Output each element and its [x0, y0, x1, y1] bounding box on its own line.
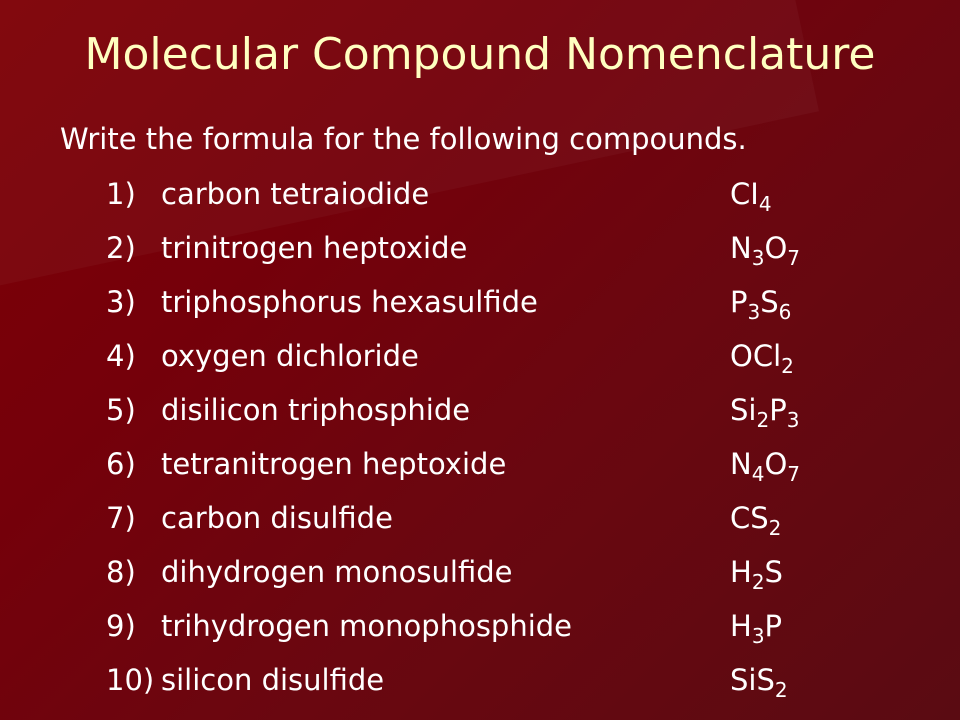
- item-number: 8): [106, 555, 136, 589]
- formula-subscript: 2: [751, 570, 765, 594]
- list-item: [106, 439, 866, 493]
- list-item: [106, 547, 866, 601]
- item-number: 4): [106, 339, 136, 373]
- formula-subscript: 2: [756, 408, 770, 432]
- formula-subscript: 7: [787, 246, 800, 270]
- list-item: [106, 655, 866, 709]
- compound-formula: [730, 223, 800, 273]
- compound-name: carbon disulfide: [161, 501, 393, 535]
- formula-element: P: [730, 285, 748, 319]
- slide-title: Molecular Compound Nomenclature: [84, 29, 876, 80]
- compound-formula: [730, 331, 794, 381]
- formula-subscript: 7: [787, 462, 800, 486]
- list-item: [106, 601, 866, 655]
- list-item: [106, 493, 866, 547]
- compound-name: trinitrogen heptoxide: [161, 231, 468, 265]
- formula-element: N: [730, 231, 752, 265]
- compound-name: disilicon triphosphide: [161, 393, 471, 427]
- compound-formula: [730, 385, 799, 435]
- compound-formula: [730, 493, 781, 543]
- compound-name: oxygen dichloride: [161, 339, 419, 373]
- compound-formula: [730, 439, 800, 489]
- formula-subscript: 3: [786, 408, 800, 432]
- formula-element: H: [730, 609, 752, 643]
- instruction-text: Write the formula for the following compounds.: [60, 122, 747, 156]
- formula-element: S: [760, 285, 779, 319]
- list-item: [106, 331, 866, 385]
- item-number: 1): [106, 177, 136, 211]
- formula-subscript: 2: [774, 678, 788, 702]
- formula-subscript: 3: [747, 300, 761, 324]
- compound-formula: [730, 547, 783, 597]
- compound-name: dihydrogen monosulfide: [161, 555, 513, 589]
- compound-formula: [730, 277, 791, 327]
- formula-element: CS: [730, 501, 769, 535]
- compound-name: carbon tetraiodide: [161, 177, 430, 211]
- formula-subscript: 2: [781, 354, 794, 378]
- compound-name: silicon disulfide: [161, 663, 385, 697]
- list-item: [106, 169, 866, 223]
- item-number: 7): [106, 501, 136, 535]
- compound-name: trihydrogen monophosphide: [161, 609, 573, 643]
- formula-element: P: [764, 609, 783, 643]
- compound-name: tetranitrogen heptoxide: [161, 447, 507, 481]
- item-number: 2): [106, 231, 136, 265]
- formula-subscript: 3: [751, 624, 765, 648]
- formula-element: O: [764, 231, 788, 265]
- formula-subscript: 3: [751, 246, 765, 270]
- formula-subscript: 6: [778, 300, 792, 324]
- formula-element: OCl: [730, 339, 782, 373]
- item-number: 10): [106, 663, 155, 697]
- compound-formula: [730, 655, 788, 705]
- compound-formula: [730, 169, 772, 219]
- formula-element: CI: [730, 177, 759, 211]
- list-item: [106, 385, 866, 439]
- formula-element: S: [764, 555, 783, 589]
- item-number: 3): [106, 285, 136, 319]
- formula-element: O: [764, 447, 788, 481]
- formula-subscript: 4: [758, 192, 772, 216]
- compound-name: triphosphorus hexasulfide: [161, 285, 538, 319]
- item-number: 5): [106, 393, 136, 427]
- formula-subscript: 4: [751, 462, 765, 486]
- formula-element: SiS: [730, 663, 775, 697]
- compound-formula: [730, 601, 782, 651]
- list-item: [106, 223, 866, 277]
- formula-element: Si: [730, 393, 757, 427]
- item-number: 9): [106, 609, 136, 643]
- list-item: [106, 277, 866, 331]
- formula-element: H: [730, 555, 752, 589]
- item-number: 6): [106, 447, 136, 481]
- formula-element: P: [769, 393, 787, 427]
- formula-subscript: 2: [768, 516, 782, 540]
- formula-element: N: [730, 447, 752, 481]
- compound-list: [106, 169, 866, 709]
